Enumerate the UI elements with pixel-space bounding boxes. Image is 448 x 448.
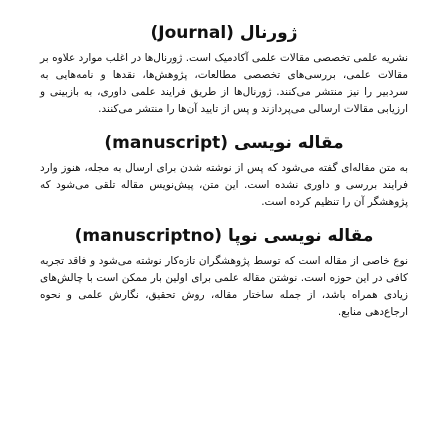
paragraph-manuscriptno: نوع خاصی از مقاله است که توسط پژوهشگران تازه‌کار نوشته می‌شود و فاقد تجربه کافی در این حوزه است. نوشتن مقاله علمی برای اولین بار ممکن است با چالش‌های زیادی همراه باشد، از جمله ساختار مقاله، روش تحقیق، نگارش علمی و نحوه ارجاع‌دهی منابع.	[40, 255, 408, 318]
entry-manuscriptno	[40, 225, 408, 321]
heading-manuscript: مقاله نویسی (manuscript)	[104, 133, 344, 153]
entry-journal	[40, 22, 408, 118]
entry-manuscript	[40, 132, 408, 211]
paragraph-manuscript: به متن مقاله‌ای گفته می‌شود که پس از نوشته شدن برای ارسال به مجله، هنوز وارد فرایند بررسی و داوری نشده است. این متن، پیش‌نویس مقاله تلقی می‌شود که پژوهشگر آن را تنظیم کرده است.	[40, 162, 408, 208]
paragraph-journal: نشریه علمی تخصصی مقالات علمی آکادمیک است. ژورنال‌ها در اغلب موارد علاوه بر مقالات علمی، بررسی‌های تخصصی مطالعات، پژوهش‌ها، نقدها و نامه‌هایی به سردبیر را نیز منتشر می‌کنند. ژورنال‌ها از طریق فرایند علمی داوری، به بازبینی و ارزیابی مقالات ارسالی می‌پردازند و پس از تایید آن‌ها را منتشر می‌کنند.	[40, 52, 408, 115]
heading-manuscriptno: مقاله نویسی نوپا (manuscriptno)	[74, 226, 374, 246]
heading-journal: ژورنال (Journal)	[150, 23, 298, 43]
